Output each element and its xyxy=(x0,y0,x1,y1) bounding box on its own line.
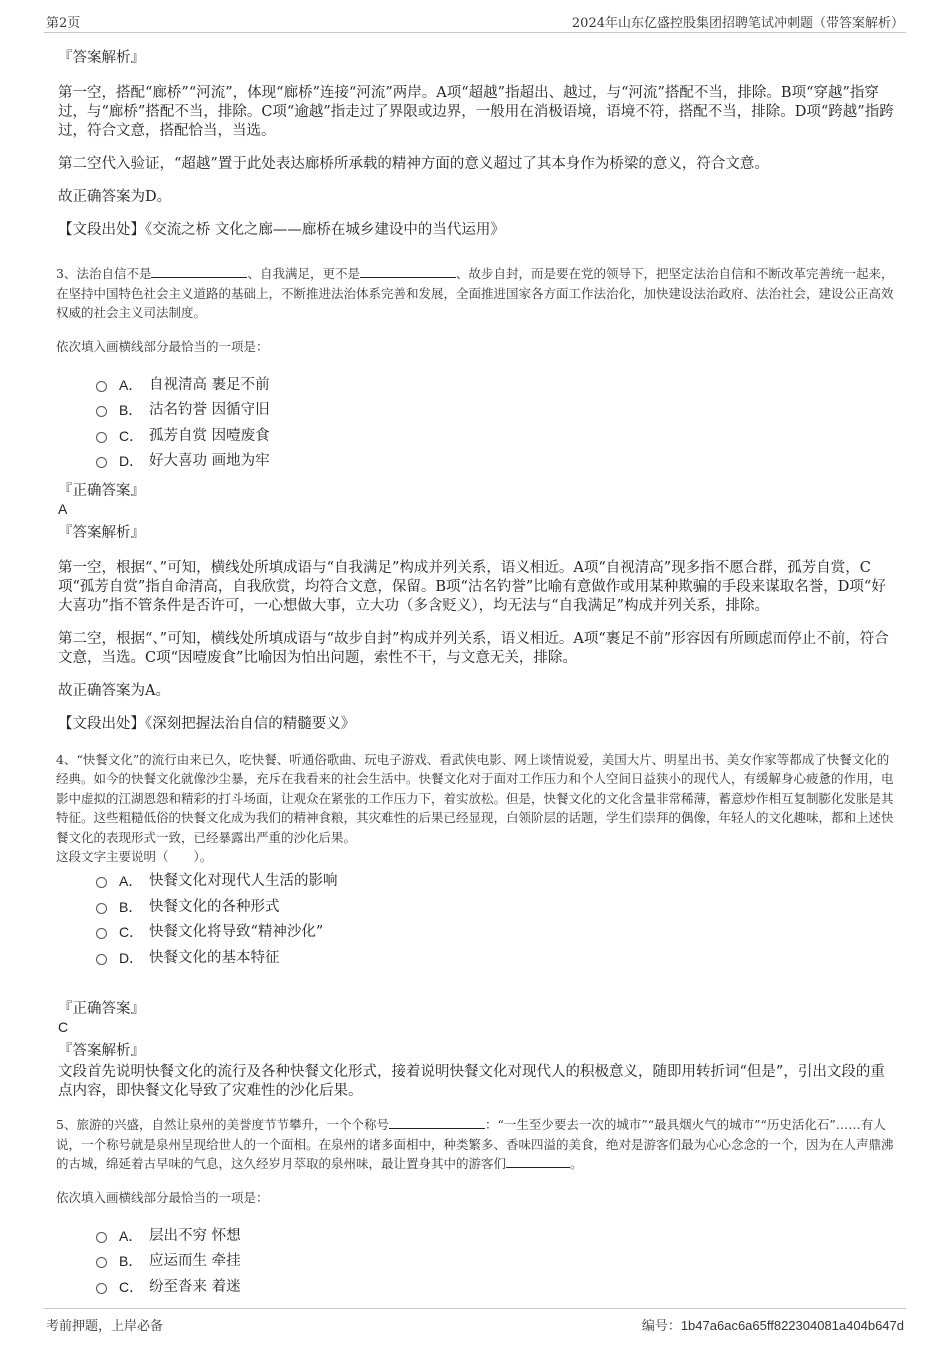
analysis-paragraph: 第二空代入验证，“超越”置于此处表达廊桥所承载的精神方面的意义超过了其本身作为桥梁的意义，符合文意。 xyxy=(58,156,769,172)
analysis-tag: 『答案解析』 xyxy=(58,50,145,66)
option-list xyxy=(96,373,896,475)
option-d[interactable]: D． 快餐文化的基本特征 xyxy=(96,946,896,972)
analysis-tag: 『答案解析』 xyxy=(58,1043,145,1059)
document-code: 编号：1b47a6ac6a65ff822304081a404b647d xyxy=(641,1318,904,1334)
page-footer xyxy=(44,1308,906,1335)
fill-blank xyxy=(389,1116,485,1129)
fill-blank xyxy=(151,265,247,278)
question-text: 4、“快餐文化”的流行由来已久，吃快餐、听通俗歌曲、玩电子游戏、看武侠电影、网上谈情说爱，美国大片、明星出书、美女作家等都成了快餐文化的经典。如今的快餐文化就像沙尘暴，充斥在我看来的社会生活中。快餐文化对于面对工作压力和个人空间日益狭小的现代人，有缓解身心疲惫的作用，电影中虚拟的江湖恩怨和精彩的打斗场面，让观众在紧张的工作压力下，着实放松。但是，快餐文化的文化含量非常稀薄，蓄意炒作相互复制膨化发胀是其特征。这些粗糙低俗的快餐文化成为我们的精神食粮，其灾难性的后果已经显现，白领阶层的话题，学生们崇拜的偶像，年轻人的文化趣味，都和上述快餐文化的表现形式一致，已经暴露出严重的沙化后果。 xyxy=(56,751,894,845)
question-3 xyxy=(56,264,896,734)
correct-answer: C xyxy=(58,1019,69,1035)
page-number: 第2页 xyxy=(46,16,81,31)
option-a[interactable]: A． 快餐文化对现代人生活的影响 xyxy=(96,869,896,895)
question-text: 3、法治自信不是 、自我满足，更不是 、故步自封，而是要在党的领导下，把坚定法治自信和不断改革完善统一起来，在坚持中国特色社会主义道路的基础上，不断推进法治体系完善和发展，全面推进国家各方面工作法治化，加快建设法治政府、法治社会，建设公正高效权威的社会主义司法制度。 xyxy=(56,266,894,320)
source-citation: 【文段出处】《深刻把握法治自信的精髓要义》 xyxy=(58,715,356,732)
radio-icon[interactable] xyxy=(96,877,107,888)
analysis-paragraph: 第一空，搭配“廊桥”“河流”，体现“廊桥”连接“河流”两岸。A项“超越”指超出、越过，与“河流”搭配不当，排除。B项“穿越”指穿过，与“廊桥”搭配不当，排除。C项“逾越”指走过了界限或边界，一般用在消极语境，语境不符，搭配不当，排除。D项“跨越”指跨过，符合文意，搭配恰当，当选。 xyxy=(58,85,894,139)
fill-blank xyxy=(360,265,456,278)
fill-blank xyxy=(506,1155,570,1168)
option-list xyxy=(96,1224,896,1301)
radio-icon[interactable] xyxy=(96,1257,107,1268)
question-prompt: 这段文字主要说明（ ）。 xyxy=(56,849,213,864)
radio-icon[interactable] xyxy=(96,406,107,417)
radio-icon[interactable] xyxy=(96,432,107,443)
option-b[interactable]: B． 沽名钓誉 因循守旧 xyxy=(96,398,896,424)
question-text: 5、旅游的兴盛，自然让泉州的美誉度节节攀升，一个个称号 ：“一生至少要去一次的城市”“最具烟火气的城市”“历史活化石”……有人说，一个称号就是泉州呈现给世人的一个面相。在泉州的诸多面相中，种类繁多、香味四溢的美食，绝对是游客们最为心心念念的一个，因为在人声鼎沸的古城，绵延着古早味的气息，这久经岁月萃取的泉州味，最让置身其中的游客们 。 xyxy=(56,1117,894,1171)
page-content xyxy=(56,38,896,1300)
option-c[interactable]: C． 孤芳自赏 因噎废食 xyxy=(96,424,896,450)
radio-icon[interactable] xyxy=(96,1283,107,1294)
footer-slogan: 考前押题，上岸必备 xyxy=(46,1319,164,1334)
analysis-paragraph: 文段首先说明快餐文化的流行及各种快餐文化形式，接着说明快餐文化对现代人的积极意义，随即用转折词“但是”，引出文段的重点内容，即快餐文化导致了灾难性的沙化后果。 xyxy=(58,1064,885,1099)
radio-icon[interactable] xyxy=(96,381,107,392)
radio-icon[interactable] xyxy=(96,1232,107,1243)
option-d[interactable]: D． 好大喜功 画地为牢 xyxy=(96,449,896,475)
option-a[interactable]: A． 自视清高 裹足不前 xyxy=(96,373,896,399)
answer-tag: 『正确答案』 xyxy=(58,1001,145,1017)
analysis-paragraph: 第二空，根据“、”可知，横线处所填成语与“故步自封”构成并列关系，语义相近。A项“裹足不前”形容因有所顾虑而停止不前，符合文意，当选。C项“因噎废食”比喻因为怕出问题，索性不干，与文意无关，排除。 xyxy=(58,630,889,666)
option-a[interactable]: A． 层出不穷 怀想 xyxy=(96,1224,896,1250)
option-c[interactable]: C． 纷至沓来 着迷 xyxy=(96,1275,896,1301)
radio-icon[interactable] xyxy=(96,928,107,939)
question-5 xyxy=(56,1115,896,1300)
source-citation: 【文段出处】《交流之桥 文化之廊——廊桥在城乡建设中的当代运用》 xyxy=(58,222,505,238)
question-prompt: 依次填入画横线部分最恰当的一项是： xyxy=(56,338,269,354)
analysis-tag: 『答案解析』 xyxy=(58,524,145,541)
page-header xyxy=(44,10,906,33)
radio-icon[interactable] xyxy=(96,457,107,468)
option-c[interactable]: C． 快餐文化将导致“精神沙化” xyxy=(96,920,896,946)
correct-answer: A xyxy=(58,500,68,517)
radio-icon[interactable] xyxy=(96,954,107,965)
option-b[interactable]: B． 快餐文化的各种形式 xyxy=(96,895,896,921)
question-prompt: 依次填入画横线部分最恰当的一项是： xyxy=(56,1189,269,1205)
question-4 xyxy=(56,750,896,1102)
document-title: 2024年山东亿盛控股集团招聘笔试冲刺题（带答案解析） xyxy=(571,16,904,31)
analysis-conclusion: 故正确答案为D。 xyxy=(58,189,172,205)
analysis-conclusion: 故正确答案为A。 xyxy=(58,682,170,699)
option-b[interactable]: B． 应运而生 牵挂 xyxy=(96,1249,896,1275)
option-list xyxy=(96,869,896,971)
answer-tag: 『正确答案』 xyxy=(58,482,145,499)
analysis-paragraph: 第一空，根据“、”可知，横线处所填成语与“自我满足”构成并列关系，语义相近。A项“自视清高”现多指不愿合群，孤芳自赏，C项“孤芳自赏”指自命清高，自我欣赏，均符合文意，保留。B项“沽名钓誉”比喻有意做作或用某种欺骗的手段来谋取名誉，D项“好大喜功”指不管条件是否许可，一心想做大事，立大功（多含贬义），均无法与“自我满足”构成并列关系，排除。 xyxy=(58,559,886,614)
radio-icon[interactable] xyxy=(96,903,107,914)
